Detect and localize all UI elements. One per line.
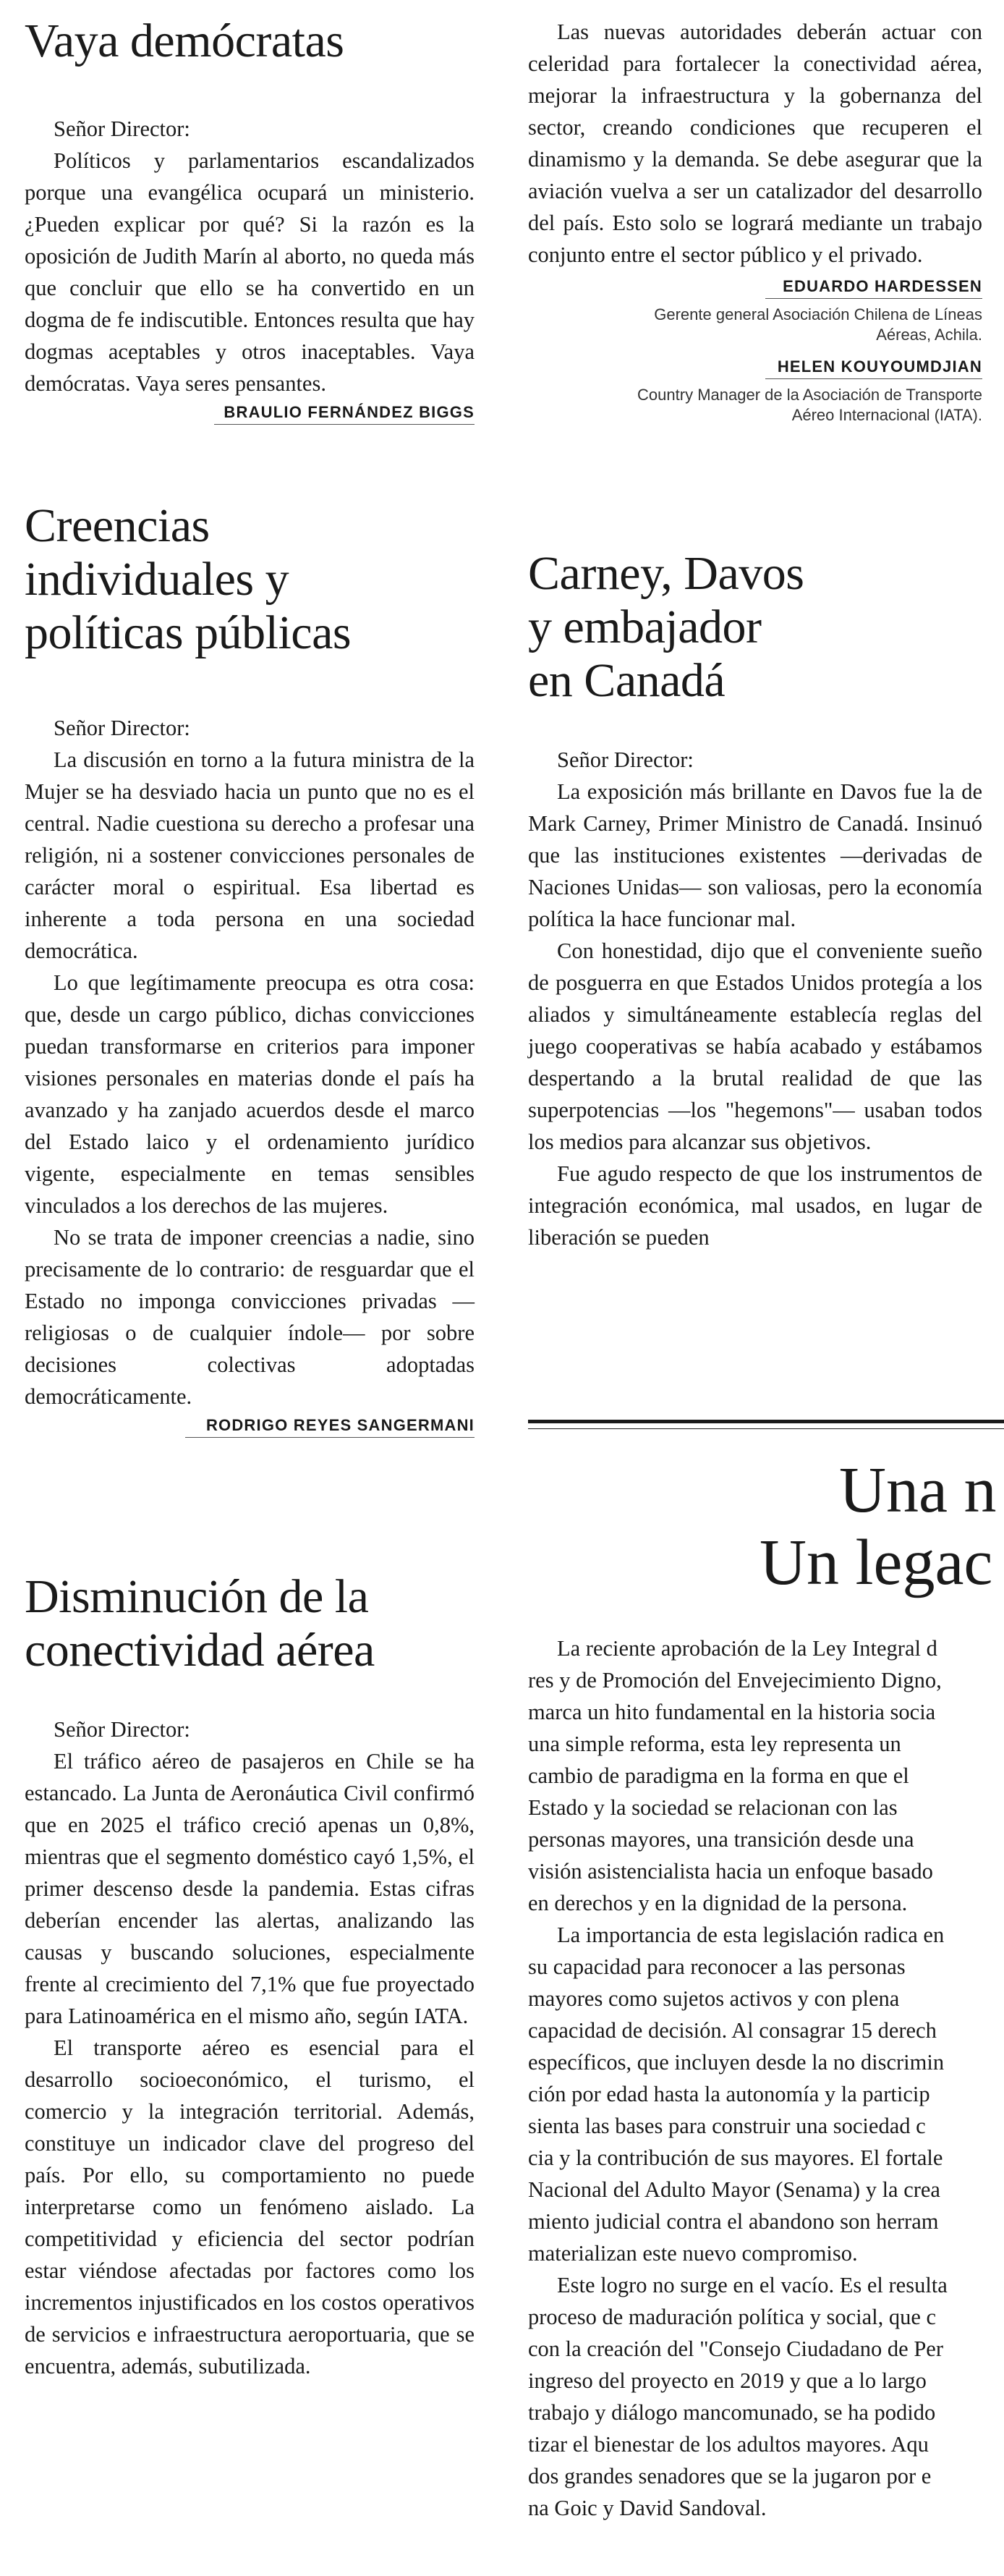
- letter-signature: HELEN KOUYOUMDJIAN: [777, 357, 982, 376]
- editorial-line: Estado y la sociedad se relacionan con las: [528, 1795, 898, 1820]
- letter-conectividad-continuation: [528, 16, 982, 436]
- signature-rule: [765, 378, 982, 379]
- letter-paragraph: La discusión en torno a la futura ministra de la Mujer se ha desviado hacia un punto que no es el central. Nadie cuestiona su derecho a profesar una religión, ni a sostener convicciones personales de carácter moral o espiritual. Esa libertad es inherente a toda persona en una sociedad democrática.: [25, 747, 475, 963]
- salutation: Señor Director:: [54, 116, 190, 141]
- letter-paragraph: Fue agudo respecto de que los instrumentos de integración económica, mal usados, en lugar de liberación se pueden: [528, 1161, 982, 1250]
- editorial-paragraph: [528, 1632, 1004, 1919]
- title-line: Carney, Davos: [528, 547, 804, 600]
- title-line: en Canadá: [528, 654, 726, 707]
- section-divider-thin: [528, 1428, 1004, 1429]
- letter-signature: EDUARDO HARDESSEN: [783, 277, 982, 295]
- role-line: Gerente general Asociación Chilena de Líneas: [654, 305, 982, 323]
- letter-creencias: [25, 499, 475, 1438]
- signature-rule: [765, 298, 982, 299]
- editorial-line: ción por edad hasta la autonomía y la particip: [528, 2082, 930, 2106]
- editorial-line: proceso de maduración política y social, que c: [528, 2305, 937, 2329]
- letter-paragraph: Políticos y parlamentarios escandalizados porque una evangélica ocupará un ministerio. ¿Pueden explicar por qué? Si la razón es la oposición de Judith Marín al aborto, no queda más que concluir que ello se ha convertido en un dogma de fe indiscutible. Entonces resulta que hay dogmas aceptables y otros inaceptables. Vaya demócratas. Vaya seres pensantes.: [25, 148, 475, 396]
- letter-title: [528, 547, 982, 708]
- salutation: Señor Director:: [557, 747, 694, 772]
- signer-role: [528, 305, 982, 345]
- editorial-line: cia y la contribución de sus mayores. El fortale: [528, 2145, 943, 2170]
- editorial-line: dos grandes senadores que se la jugaron por e: [528, 2464, 932, 2488]
- title-line: y embajador: [528, 601, 762, 653]
- editorial-line: trabajo y diálogo mancomunado, se ha podido: [528, 2400, 936, 2425]
- letter-paragraph: El tráfico aéreo de pasajeros en Chile se ha estancado. La Junta de Aeronáutica Civil confirmó que en 2025 el tráfico creció apenas un 0,8%, mientras que el segmento doméstico cayó 1,5%, el primer descenso desde la pandemia. Estas cifras deberían encender las alertas, analizando las causas y buscando soluciones, especialmente frente al crecimiento del 7,1% que fue proyectado para Latinoamérica en el mismo año, según IATA.: [25, 1749, 475, 2028]
- editorial-line: con la creación del "Consejo Ciudadano de Per: [528, 2336, 943, 2361]
- editorial-headline-line: Un legac: [760, 1527, 993, 1598]
- editorial-line: específicos, que incluyen desde la no discrimin: [528, 2050, 945, 2075]
- signer-role: [528, 385, 982, 425]
- letter-paragraph: Las nuevas autoridades deberán actuar con celeridad para fortalecer la conectividad aérea, mejorar la infraestructura y la gobernanza del sector, creando condiciones que recuperen el dinamismo y la demanda. Se debe asegurar que la aviación vuelva a ser un catalizador del desarrollo del país. Esto solo se logrará mediante un trabajo conjunto entre el sector público y el privado.: [528, 20, 982, 267]
- letter-carney: [528, 547, 982, 1253]
- role-line: Aéreas, Achila.: [876, 326, 982, 344]
- role-line: Country Manager de la Asociación de Transporte: [637, 386, 982, 404]
- letter-paragraph: El transporte aéreo es esencial para el desarrollo socioeconómico, el turismo, el comercio y la integración territorial. Además, constituye un indicador clave del progreso del país. Por ello, su comportamiento no puede interpretarse como un fenómeno aislado. La competitividad y eficiencia del sector podrían estar viéndose afectadas por factores como los incrementos injustificados en los costos operativos de servicios e infraestructura aeroportuaria, que se encuentra, además, subutilizada.: [25, 2035, 475, 2378]
- letter-title: [25, 1570, 475, 1677]
- title-line: Creencias: [25, 499, 210, 552]
- editorial-line: La reciente aprobación de la Ley Integral d: [557, 1636, 937, 1661]
- editorial-line: res y de Promoción del Envejecimiento Digno,: [528, 1668, 942, 1692]
- letter-vaya-democratas: [25, 14, 475, 425]
- editorial-headline-line: Una n: [839, 1454, 997, 1526]
- editorial-line: marca un hito fundamental en la historia socia: [528, 1700, 936, 1724]
- editorial-body: [528, 1632, 1004, 2524]
- editorial-line: ingreso del proyecto en 2019 y que a lo largo: [528, 2368, 927, 2393]
- editorial-paragraph: [528, 2269, 1004, 2524]
- letter-title: Vaya demócratas: [25, 14, 344, 67]
- salutation: Señor Director:: [54, 1717, 190, 1742]
- letter-conectividad: [25, 1570, 475, 2382]
- signature-rule: [214, 424, 475, 425]
- right-column: [528, 0, 1004, 2576]
- letter-signature: BRAULIO FERNÁNDEZ BIGGS: [224, 403, 475, 421]
- title-line: Disminución de la: [25, 1570, 369, 1623]
- title-line: conectividad aérea: [25, 1624, 375, 1677]
- role-line: Aéreo Internacional (IATA).: [791, 406, 982, 424]
- letter-paragraph: No se trata de imponer creencias a nadie, sino precisamente de lo contrario: de resguardar que el Estado no imponga convicciones privadas —religiosas o de cualquier índole— por sobre decisiones colectivas adoptadas democráticamente.: [25, 1225, 475, 1409]
- letter-paragraph: Con honestidad, dijo que el conveniente sueño de posguerra en que Estados Unidos protegía a los aliados y simultáneamente establecía reglas del juego cooperativas se había acabado y estábamos despertando a la brutal realidad de que las superpotencias —los "hegemons"— usaban todos los medios para alcanzar sus objetivos.: [528, 939, 982, 1154]
- editorial-line: cambio de paradigma en la forma en que el: [528, 1763, 909, 1788]
- editorial-line: una simple reforma, esta ley representa un: [528, 1732, 901, 1756]
- editorial-line: miento judicial contra el abandono son herram: [528, 2209, 939, 2234]
- editorial-line: materializan este nuevo compromiso.: [528, 2241, 858, 2266]
- letter-paragraph: La exposición más brillante en Davos fue la de Mark Carney, Primer Ministro de Canadá. Insinuó que las instituciones existentes —derivadas de Naciones Unidas— son valiosas, pero la economía política la hace funcionar mal.: [528, 779, 982, 931]
- editorial-line: tizar el bienestar de los adultos mayores. Aqu: [528, 2432, 929, 2457]
- editorial-line: na Goic y David Sandoval.: [528, 2496, 767, 2520]
- editorial-line: personas mayores, una transición desde una: [528, 1827, 914, 1852]
- title-line: individuales y: [25, 553, 289, 606]
- signature-rule: [185, 1437, 475, 1438]
- editorial-line: La importancia de esta legislación radica en: [557, 1923, 945, 1947]
- editorial-line: visión asistencialista hacia un enfoque basado: [528, 1859, 933, 1884]
- letter-signature: RODRIGO REYES SANGERMANI: [205, 1416, 475, 1434]
- letter-title: [25, 499, 475, 660]
- editorial-line: en derechos y en la dignidad de la persona.: [528, 1891, 908, 1915]
- editorial-line: Nacional del Adulto Mayor (Senama) y la crea: [528, 2177, 940, 2202]
- title-line: políticas públicas: [25, 606, 352, 659]
- editorial-line: su capacidad para reconocer a las personas: [528, 1954, 906, 1979]
- salutation: Señor Director:: [54, 716, 190, 740]
- editorial-line: capacidad de decisión. Al consagrar 15 derech: [528, 2018, 937, 2043]
- editorial-line: sienta las bases para construir una sociedad c: [528, 2114, 926, 2138]
- editorial-paragraph: [528, 1919, 1004, 2269]
- editorial-line: Este logro no surge en el vacío. Es el resulta: [557, 2273, 948, 2297]
- letter-paragraph: Lo que legítimamente preocupa es otra cosa: que, desde un cargo público, dichas convicciones puedan transformarse en criterios para imponer visiones personales en materias donde el país ha avanzado y ha zanjado acuerdos desde el marco del Estado laico y el ordenamiento jurídico vigente, especialmente en temas sensibles vinculados a los derechos de las mujeres.: [25, 970, 475, 1218]
- section-divider: [528, 1420, 1004, 1423]
- editorial-line: mayores como sujetos activos y con plena: [528, 1986, 900, 2011]
